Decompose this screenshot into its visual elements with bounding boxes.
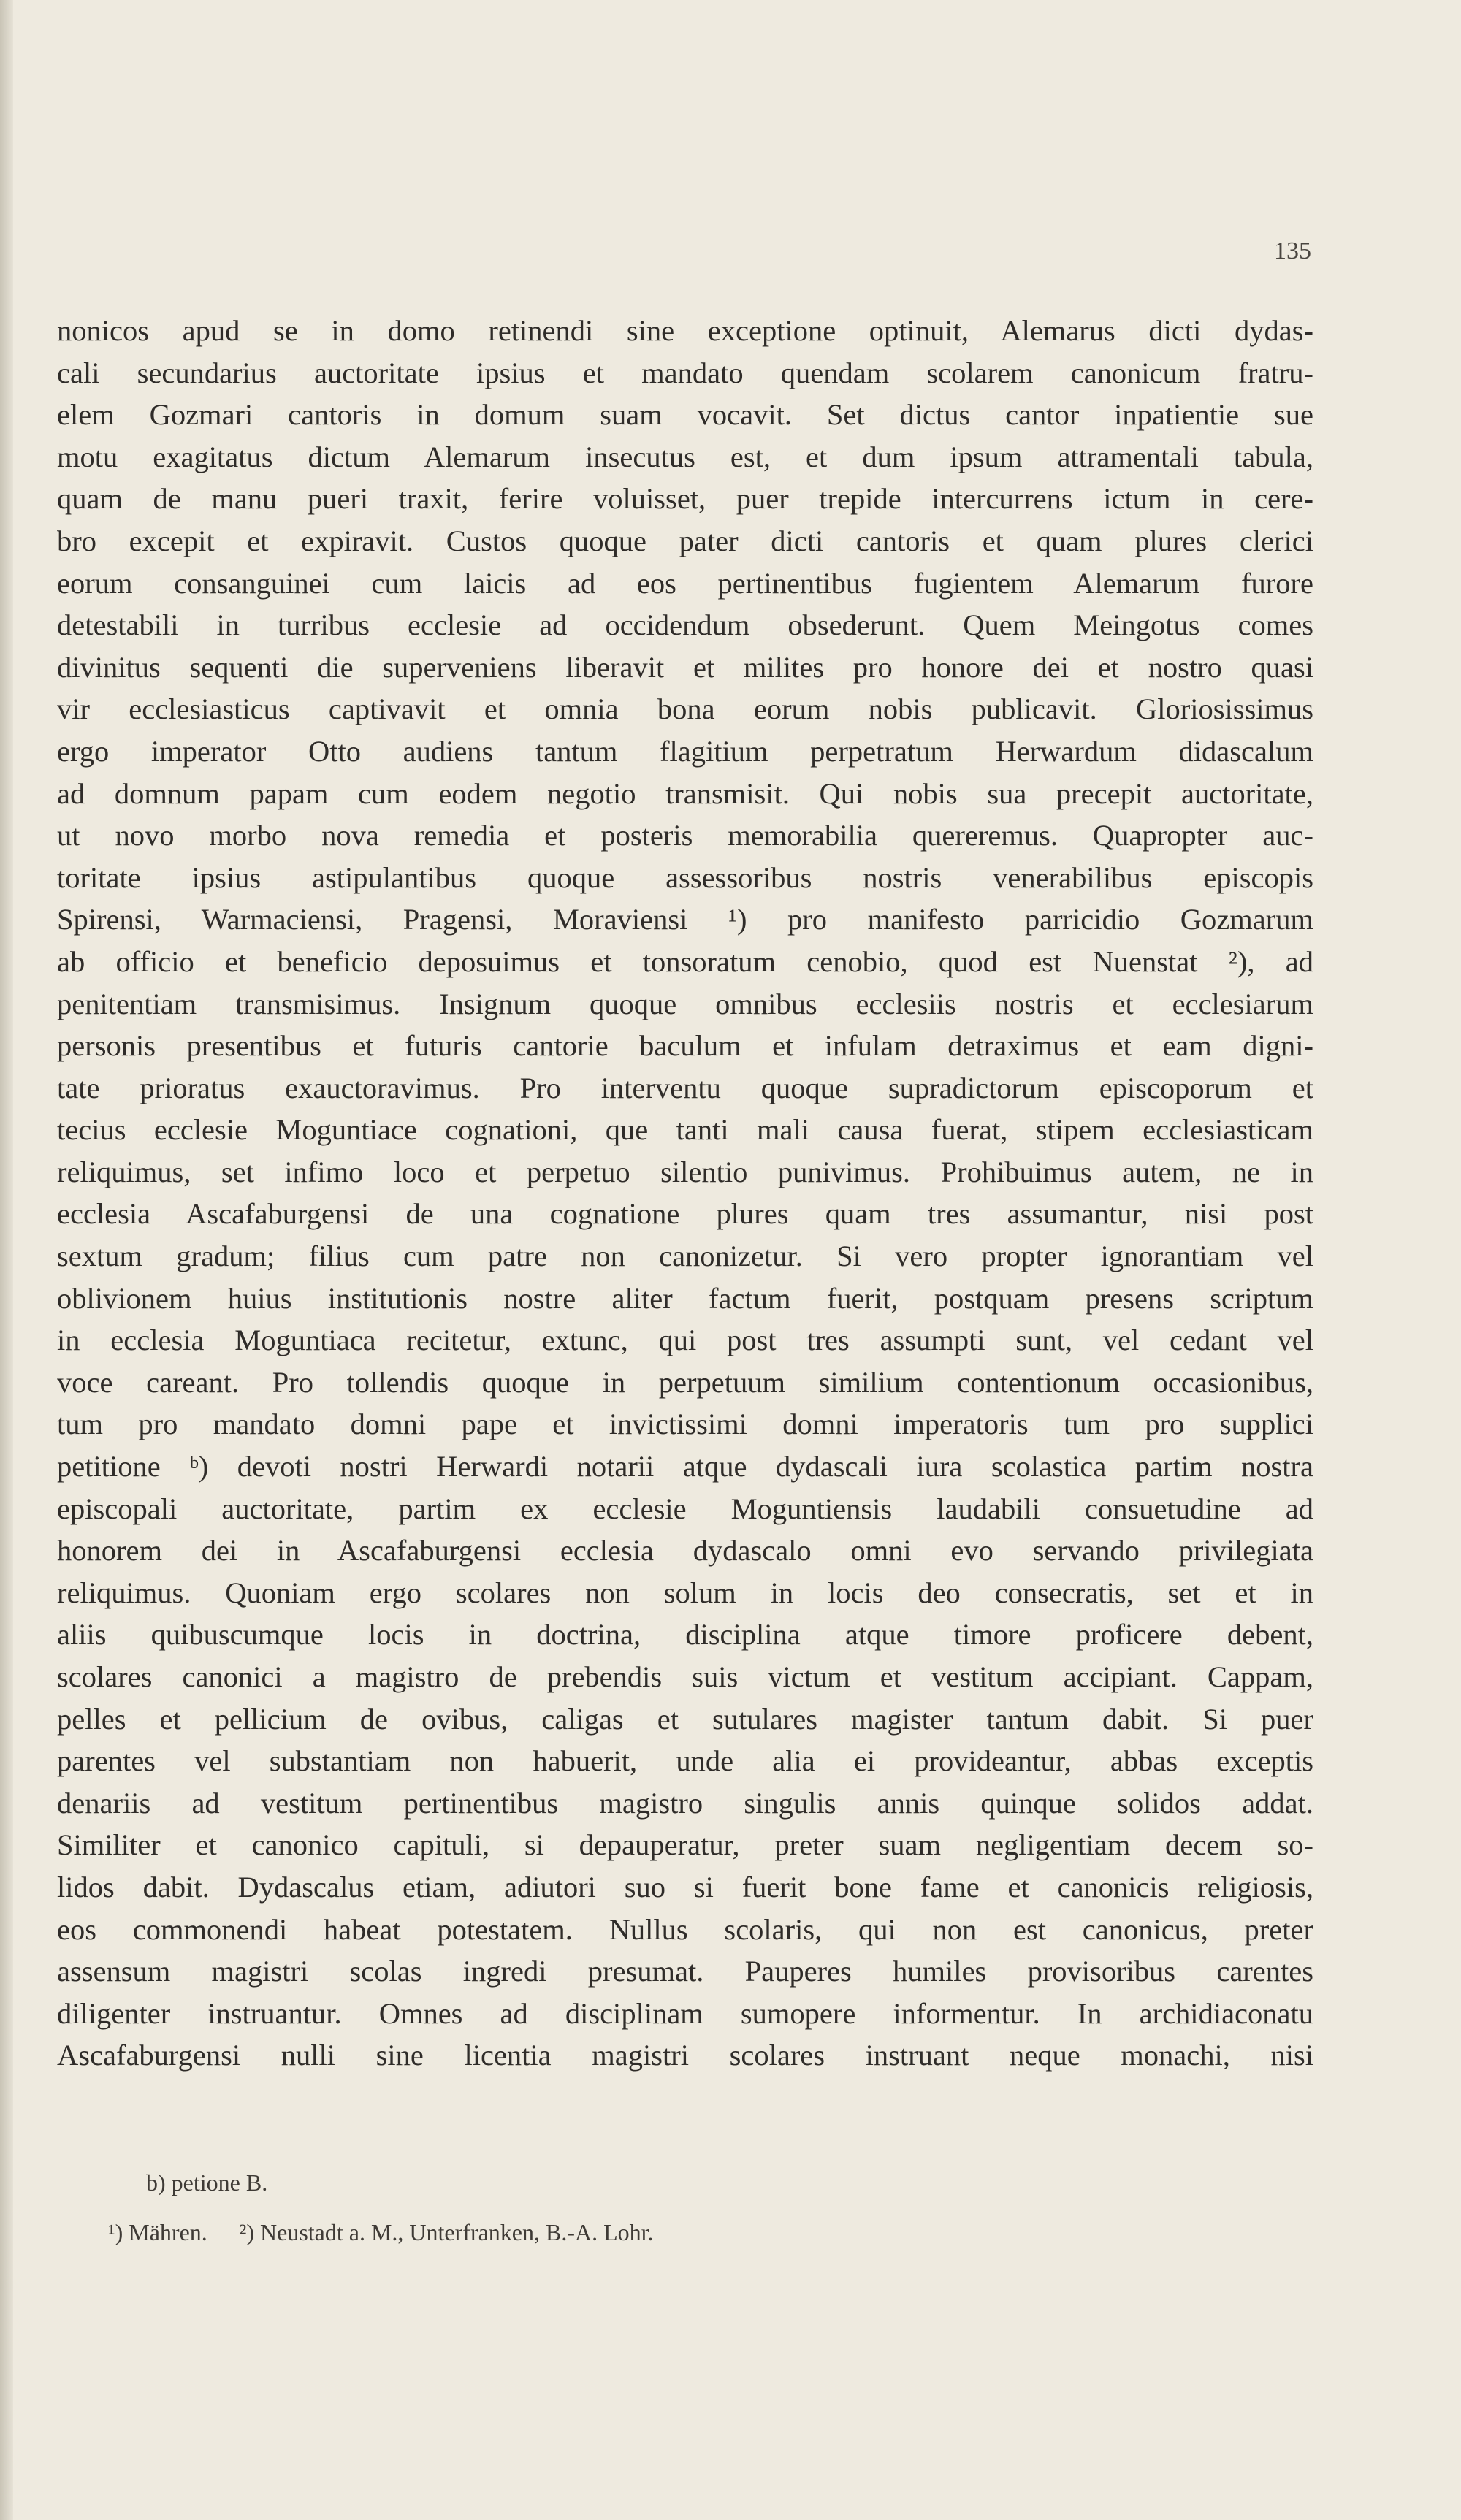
text-line: Spirensi, Warmaciensi, Pragensi, Moraviensi ¹) pro manifesto parricidio Gozmarum [57,903,1313,936]
text-line: Similiter et canonico capituli, si depauperatur, preter suam negligentiam decem so- [57,1828,1313,1862]
text-line: divinitus sequenti die superveniens liberavit et milites pro honore dei et nostro quasi [57,650,1313,684]
text-line: ut novo morbo nova remedia et posteris memorabilia quereremus. Quapropter auc- [57,819,1313,852]
text-line: diligenter instruantur. Omnes ad disciplinam sumopere informentur. In archidiaconatu [57,1996,1313,2030]
text-line: quam de manu pueri traxit, ferire voluisset, puer trepide intercurrens ictum in cere- [57,482,1313,516]
text-line: ad domnum papam cum eodem negotio transmisit. Qui nobis sua precepit auctoritate, [57,776,1313,810]
text-line: motu exagitatus dictum Alemarum insecutus est, et dum ipsum attramentali tabula, [57,440,1313,473]
text-line: reliquimus, set infimo loco et perpetuo silentio punivimus. Prohibuimus autem, ne in [57,1155,1313,1188]
text-line: eos commonendi habeat potestatem. Nullus scolaris, qui non est canonicus, preter [57,1912,1313,1946]
footnotes [108,2219,654,2246]
text-line: lidos dabit. Dydascalus etiam, adiutori suo si fuerit bone fame et canonicis religiosis, [57,1870,1313,1904]
text-line: episcopali auctoritate, partim ex ecclesie Moguntiensis laudabili consuetudine ad [57,1492,1313,1525]
text-line: sextum gradum; filius cum patre non canonizetur. Si vero propter ignorantiam vel [57,1240,1313,1273]
text-line: tecius ecclesie Moguntiace cognationi, que tanti mali causa fuerat, stipem ecclesiasticam [57,1113,1313,1147]
text-line: honorem dei in Ascafaburgensi ecclesia dydascalo omni evo servando privilegiata [57,1534,1313,1568]
text-line: toritate ipsius astipulantibus quoque assessoribus nostris venerabilibus episcopis [57,860,1313,894]
text-line: tum pro mandato domni pape et invictissimi domni imperatoris tum pro supplici [57,1408,1313,1441]
text-line: oblivionem huius institutionis nostre aliter factum fuerit, postquam presens scriptum [57,1281,1313,1315]
text-line: nonicos apud se in domo retinendi sine exceptione optinuit, Alemarus dicti dydas- [57,314,1313,347]
text-line: personis presentibus et futuris cantorie baculum et infulam detraximus et eam digni- [57,1029,1313,1063]
text-line: voce careant. Pro tollendis quoque in perpetuum similium contentionum occasionibus, [57,1365,1313,1399]
footnote-2: ²) Neustadt a. M., Unterfranken, B.-A. Lohr. [239,2219,654,2245]
page-edge-shadow [0,0,13,2520]
text-line: in ecclesia Moguntiaca recitetur, extunc, qui post tres assumpti sunt, vel cedant vel [57,1324,1313,1357]
text-line: ergo imperator Otto audiens tantum flagitium perpetratum Herwardum didascalum [57,734,1313,768]
text-line: scolares canonici a magistro de prebendis suis victum et vestitum accipiant. Cappam, [57,1660,1313,1693]
text-line: denariis ad vestitum pertinentibus magistro singulis annis quinque solidos addat. [57,1786,1313,1820]
text-line: petitione ᵇ) devoti nostri Herwardi notarii atque dydascali iura scolastica partim nostra [57,1450,1313,1484]
body-text [57,310,1313,2077]
text-line: ecclesia Ascafaburgensi de una cognatione plures quam tres assumantur, nisi post [57,1197,1313,1231]
text-line: aliis quibuscumque locis in doctrina, disciplina atque timore proficere debent, [57,1618,1313,1652]
textual-note-b: b) petione B. [146,2169,268,2196]
text-line: cali secundarius auctoritate ipsius et mandato quendam scolarem canonicum fratru- [57,356,1313,389]
text-line: pelles et pellicium de ovibus, caligas et sutulares magister tantum dabit. Si puer [57,1702,1313,1736]
text-line: vir ecclesiasticus captivavit et omnia bona eorum nobis publicavit. Gloriosissimus [57,692,1313,726]
text-line: eorum consanguinei cum laicis ad eos pertinentibus fugientem Alemarum furore [57,566,1313,600]
text-line: assensum magistri scolas ingredi presumat. Pauperes humiles provisoribus carentes [57,1955,1313,1988]
text-line: bro excepit et expiravit. Custos quoque pater dicti cantoris et quam plures clerici [57,524,1313,557]
text-line: detestabili in turribus ecclesie ad occidendum obsederunt. Quem Meingotus comes [57,608,1313,642]
text-line: Ascafaburgensi nulli sine licentia magistri scolares instruant neque monachi, nisi [57,2039,1313,2072]
text-line: elem Gozmari cantoris in domum suam vocavit. Set dictus cantor inpatientie sue [57,398,1313,432]
footnote-1: ¹) Mähren. [108,2219,207,2245]
text-line: parentes vel substantiam non habuerit, unde alia ei provideantur, abbas exceptis [57,1744,1313,1778]
text-line: ab officio et beneficio deposuimus et tonsoratum cenobio, quod est Nuenstat ²), ad [57,944,1313,978]
text-line: penitentiam transmisimus. Insignum quoque omnibus ecclesiis nostris et ecclesiarum [57,987,1313,1020]
text-line: tate prioratus exauctoravimus. Pro interventu quoque supradictorum episcoporum et [57,1071,1313,1104]
page-number: 135 [1274,237,1311,264]
text-line: reliquimus. Quoniam ergo scolares non solum in locis deo consecratis, set et in [57,1576,1313,1609]
